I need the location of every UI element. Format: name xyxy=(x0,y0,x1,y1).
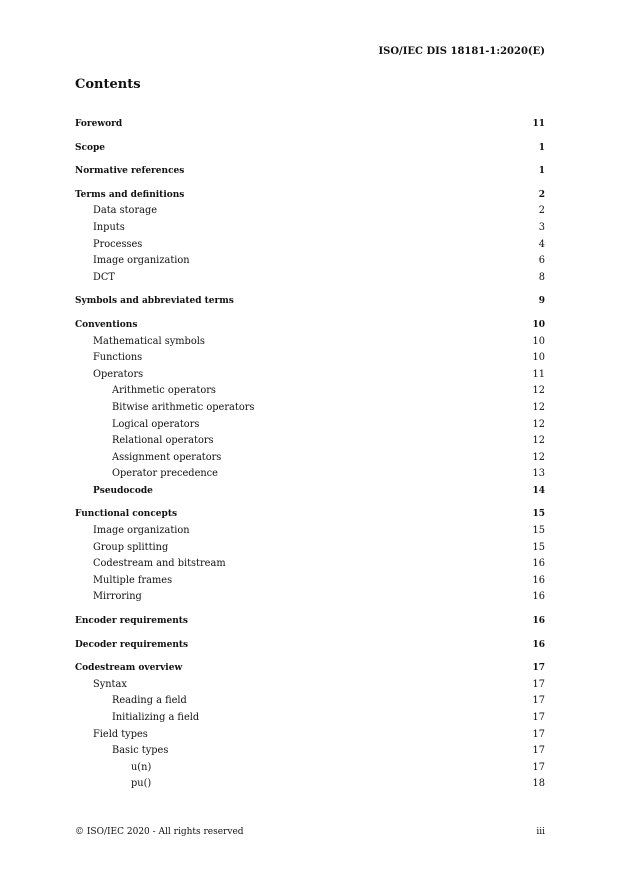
toc-entry[interactable] xyxy=(75,270,545,287)
toc-entry-label: Syntax xyxy=(93,678,127,690)
toc-entry[interactable] xyxy=(75,237,545,254)
toc-entry-label: Decoder requirements xyxy=(75,639,189,650)
toc-entry-page: 12 xyxy=(532,401,545,413)
toc-entry[interactable] xyxy=(75,506,545,523)
toc-entry-label: u(n) xyxy=(131,761,152,773)
toc-entry-page: 1 xyxy=(538,166,545,177)
toc-entry-label: Operators xyxy=(93,368,144,380)
toc-entry-label: Functional concepts xyxy=(75,509,178,520)
toc-entry[interactable] xyxy=(75,253,545,270)
toc-entry[interactable] xyxy=(75,573,545,590)
toc-entry-label: Operator precedence xyxy=(112,468,218,480)
toc-entry-label: Pseudocode xyxy=(93,485,153,496)
toc-entry[interactable] xyxy=(75,187,545,204)
toc-entry-label: Scope xyxy=(75,142,106,153)
toc-entry-page: 17 xyxy=(532,728,545,740)
toc-entry[interactable] xyxy=(75,693,545,710)
toc-entry[interactable] xyxy=(75,433,545,450)
toc-entry-label: Image organization xyxy=(93,255,190,267)
toc-entry-label: Logical operators xyxy=(112,418,200,430)
toc-entry-label: Assignment operators xyxy=(112,451,222,463)
toc-entry-label: Normative references xyxy=(75,166,185,177)
toc-entry-page: 11 xyxy=(532,368,545,380)
toc-entry-page: 10 xyxy=(532,319,545,330)
toc-entry-page: 17 xyxy=(532,712,545,723)
toc-entry[interactable] xyxy=(75,203,545,220)
toc-entry-page: 16 xyxy=(532,639,545,650)
footer-page-number: iii xyxy=(536,827,545,837)
toc-entry-page: 6 xyxy=(538,255,545,267)
toc-entry-label: Mathematical symbols xyxy=(93,335,205,347)
toc-entry[interactable] xyxy=(75,293,545,310)
toc-entry-page: 9 xyxy=(538,296,545,307)
toc-entry[interactable] xyxy=(75,317,545,334)
toc-entry-page: 16 xyxy=(532,616,545,627)
toc-entry[interactable] xyxy=(75,450,545,467)
toc-entry-page: 16 xyxy=(532,591,545,603)
toc-entry-label: Mirroring xyxy=(93,591,142,603)
toc-entry-page: 2 xyxy=(538,205,545,217)
toc-entry-page: 16 xyxy=(532,574,545,586)
toc-entry-page: 10 xyxy=(532,335,545,347)
toc-entry-label: Foreword xyxy=(75,119,123,129)
toc-entry[interactable] xyxy=(75,727,545,744)
toc-entry[interactable] xyxy=(75,417,545,434)
toc-entry-page: 14 xyxy=(532,485,545,496)
toc-entry[interactable] xyxy=(75,523,545,540)
toc-entry[interactable] xyxy=(75,589,545,606)
toc-entry-label: pu() xyxy=(131,778,152,790)
toc-entry[interactable] xyxy=(75,660,545,677)
toc-entry-page: 12 xyxy=(532,451,545,463)
document-id: ISO/IEC DIS 18181-1:2020(E) xyxy=(378,46,545,57)
toc-entry[interactable] xyxy=(75,350,545,367)
toc-entry-label: Functions xyxy=(93,352,143,364)
toc-entry-label: Initializing a field xyxy=(112,712,200,723)
toc-entry-label: Group splitting xyxy=(93,541,169,553)
toc-entry-label: Codestream and bitstream xyxy=(93,558,226,570)
page-title: Contents xyxy=(75,77,141,92)
toc-entry-page: 18 xyxy=(532,778,545,790)
toc-entry-page: 13 xyxy=(532,468,545,480)
toc-entry-page: 10 xyxy=(532,352,545,364)
toc-entry-label: Data storage xyxy=(93,205,158,217)
toc-entry[interactable] xyxy=(75,466,545,483)
toc-entry-label: Multiple frames xyxy=(93,574,173,586)
toc-entry[interactable] xyxy=(75,367,545,384)
toc-entry-page: 4 xyxy=(538,238,545,250)
toc-entry-label: Conventions xyxy=(75,319,138,330)
toc-entry-page: 17 xyxy=(532,678,545,690)
toc-entry-label: Codestream overview xyxy=(75,663,183,674)
toc-entry[interactable] xyxy=(75,220,545,237)
toc-entry-page: 17 xyxy=(532,663,545,674)
toc-entry-label: Relational operators xyxy=(112,435,214,447)
toc-entry[interactable] xyxy=(75,743,545,760)
toc-entry-page: 17 xyxy=(532,761,545,773)
toc-entry-page: 12 xyxy=(532,385,545,397)
toc-entry-label: Basic types xyxy=(112,745,169,757)
toc-entry-label: Field types xyxy=(93,728,148,740)
toc-entry[interactable] xyxy=(75,613,545,630)
toc-entry-label: Terms and definitions xyxy=(75,189,185,200)
toc-entry-label: Processes xyxy=(93,238,143,250)
toc-entry-label: Symbols and abbreviated terms xyxy=(75,296,234,307)
table-of-contents xyxy=(75,116,545,793)
toc-entry[interactable] xyxy=(75,163,545,180)
toc-entry-label: Encoder requirements xyxy=(75,616,188,627)
toc-entry[interactable] xyxy=(75,776,545,793)
toc-entry-page: 17 xyxy=(532,745,545,757)
toc-entry-page: 12 xyxy=(532,418,545,430)
footer-copyright: © ISO/IEC 2020 - All rights reserved xyxy=(75,827,244,837)
toc-entry-page: 8 xyxy=(538,271,545,283)
toc-entry[interactable] xyxy=(75,140,545,157)
toc-entry-label: Inputs xyxy=(93,221,125,233)
toc-entry-page: 15 xyxy=(532,509,545,520)
toc-entry[interactable] xyxy=(75,710,545,727)
toc-entry[interactable] xyxy=(75,334,545,351)
toc-entry-label: Image organization xyxy=(93,525,190,537)
toc-entry-label: Reading a field xyxy=(112,695,187,707)
toc-entry-page: 17 xyxy=(532,695,545,707)
toc-entry-page: 1 xyxy=(538,142,545,153)
toc-entry[interactable] xyxy=(75,483,545,500)
toc-entry[interactable] xyxy=(75,760,545,777)
toc-entry-page: 15 xyxy=(532,541,545,553)
toc-entry-page: 3 xyxy=(538,221,545,233)
toc-entry[interactable] xyxy=(75,383,545,400)
toc-entry-page: 15 xyxy=(532,525,545,537)
toc-entry[interactable] xyxy=(75,116,545,133)
toc-entry-label: DCT xyxy=(93,271,115,283)
toc-entry-page: 12 xyxy=(532,435,545,447)
toc-entry-page: 16 xyxy=(532,558,545,570)
toc-entry[interactable] xyxy=(75,677,545,694)
toc-entry-label: Bitwise arithmetic operators xyxy=(112,401,255,413)
toc-entry-label: Arithmetic operators xyxy=(112,385,216,397)
toc-entry-page: 11 xyxy=(532,119,545,129)
toc-entry[interactable] xyxy=(75,637,545,654)
toc-entry-page: 2 xyxy=(538,189,545,200)
toc-entry[interactable] xyxy=(75,556,545,573)
toc-entry[interactable] xyxy=(75,540,545,557)
toc-entry[interactable] xyxy=(75,400,545,417)
